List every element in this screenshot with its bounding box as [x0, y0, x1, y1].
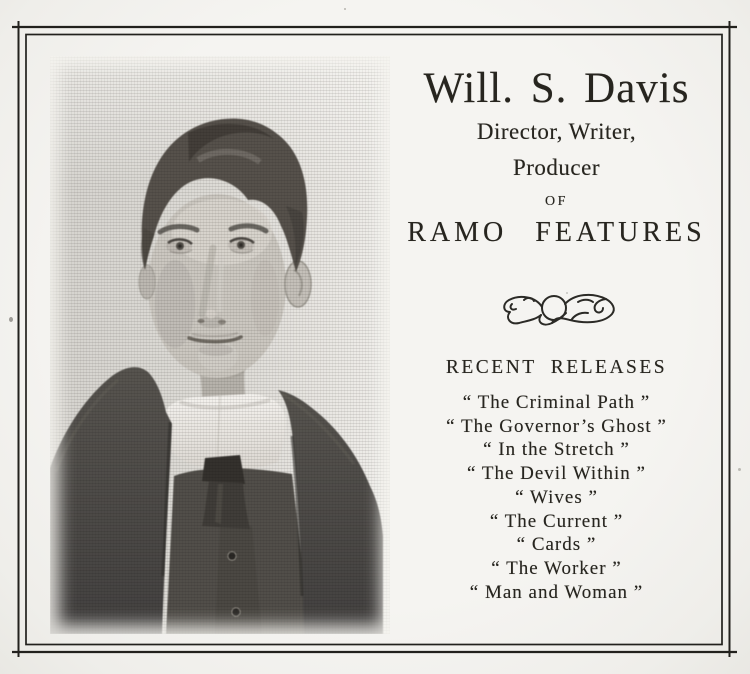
scroll-flourish-icon	[494, 292, 620, 335]
release-item: “ The Criminal Path ”	[462, 392, 651, 413]
roles-line-2: Producer	[512, 155, 601, 180]
release-item: “ Wives ”	[515, 486, 598, 508]
release-item: “ The Devil Within ”	[467, 463, 646, 485]
brand-name: RAMO FEATURES	[407, 217, 706, 248]
release-list	[390, 391, 723, 604]
release-item: “ The Worker ”	[491, 557, 622, 579]
roles-line-1: Director, Writer,	[476, 119, 637, 144]
release-item: “ Man and Woman ”	[469, 581, 644, 603]
paper-speck	[344, 8, 346, 10]
release-item: “ The Governor’s Ghost ”	[446, 415, 667, 437]
portrait-photo	[50, 56, 390, 634]
release-item: “ The Current ”	[489, 510, 624, 532]
advertiser-name: Will. S. Davis	[423, 65, 690, 112]
release-item: “ In the Stretch ”	[483, 439, 630, 461]
portrait-illustration	[50, 56, 390, 634]
section-heading: RECENT RELEASES	[445, 357, 668, 378]
vest-button	[232, 608, 240, 616]
paper-speck	[566, 292, 568, 294]
vest-button	[228, 552, 236, 560]
ad-copy-column	[390, 0, 723, 674]
release-item: “ Cards ”	[516, 534, 597, 556]
of-label: OF	[545, 194, 568, 209]
paper-speck	[738, 468, 741, 471]
paper-speck	[9, 317, 13, 322]
